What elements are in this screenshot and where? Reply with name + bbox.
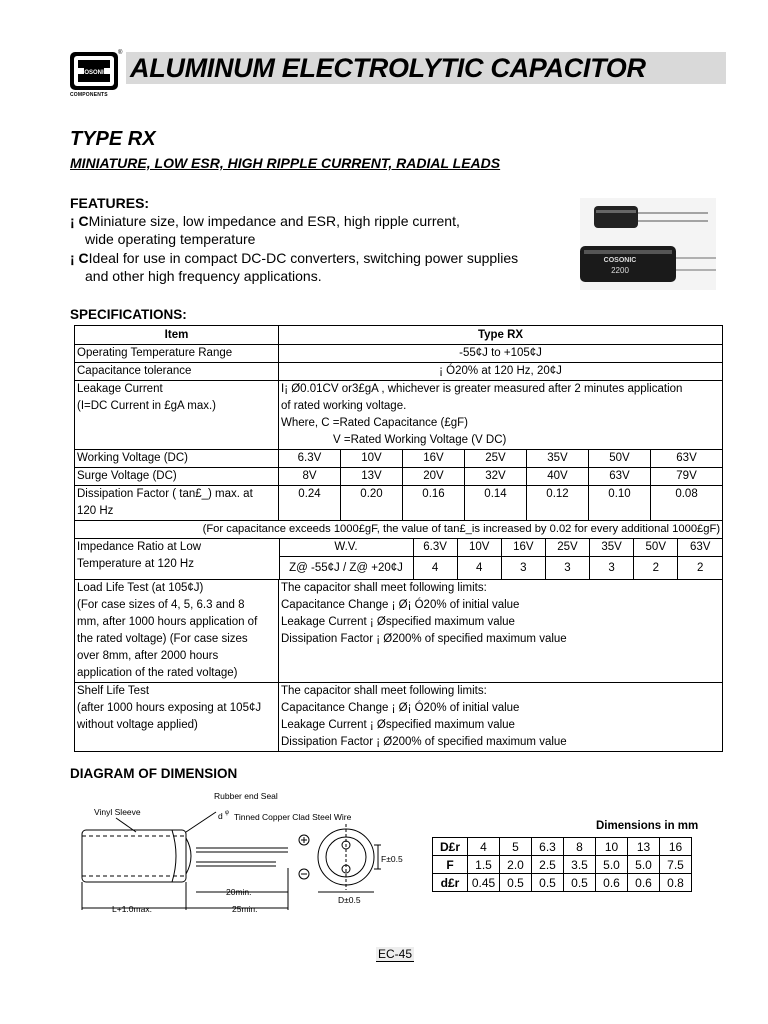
specifications-heading: SPECIFICATIONS: [70, 307, 187, 322]
impedance-subtable [75, 539, 722, 579]
type-heading: TYPE RX [70, 128, 156, 150]
col-item-header: Item [75, 326, 279, 345]
row-value-line: I¡ Ø0.01CV or3£gA , whichever is greater measured after 2 minutes application [281, 383, 683, 395]
cell: 0.8 [660, 874, 692, 892]
row-label [75, 486, 279, 521]
page-number: EC-45 [378, 947, 413, 961]
row-value-line: Where, C =Rated Capacitance (£gF) [281, 417, 468, 429]
cell: 2 [634, 557, 678, 580]
diagram-label-wire-sym: d [218, 811, 223, 821]
row-label-line: (after 1000 hours exposing at 105¢J [77, 702, 262, 714]
cell: 0.6 [628, 874, 660, 892]
cell: 16V [501, 539, 545, 557]
cell: 6.3V [279, 450, 341, 468]
diagram-label-f: F±0.5 [381, 854, 403, 864]
cell: 7.5 [660, 856, 692, 874]
cell: 35V [590, 539, 634, 557]
cell: 1.5 [468, 856, 500, 874]
row-value-line: Dissipation Factor ¡ Ø200% of specified maximum value [281, 736, 567, 748]
row-label [75, 381, 279, 450]
table-row [433, 874, 692, 892]
cell: 8 [564, 838, 596, 856]
row-label: D£r [433, 838, 468, 856]
dimensions-caption: Dimensions in mm [596, 820, 699, 832]
feature-text: Miniature size, low impedance and ESR, high ripple current, [88, 213, 460, 229]
photo-label: COSONIC [603, 257, 637, 264]
feature-text: and other high frequency applications. [85, 268, 322, 284]
diagram-label-phi: φ [225, 810, 229, 816]
row-value-line: The capacitor shall meet following limits: [281, 582, 487, 594]
row-value-line: The capacitor shall meet following limits: [281, 685, 487, 697]
cell: 0.5 [500, 874, 532, 892]
cell: 25V [465, 450, 527, 468]
cell: 0.5 [564, 874, 596, 892]
df-note: (For capacitance exceeds 1000£gF, the value of tan£_is increased by 0.02 for every additional 1000£gF) [75, 521, 723, 539]
table-row [75, 580, 723, 683]
row-label: F [433, 856, 468, 874]
table-row [75, 381, 723, 450]
row-label: Capacitance tolerance [75, 363, 279, 381]
row-label-line: Load Life Test (at 105¢J) [77, 582, 204, 594]
row-value-line: V =Rated Working Voltage (V DC) [333, 434, 507, 446]
table-row [75, 450, 723, 468]
cell: 63V [589, 468, 651, 486]
diagram-label-vinyl: Vinyl Sleeve [94, 807, 141, 817]
cell: 50V [589, 450, 651, 468]
page-title: ALUMINUM ELECTROLYTIC CAPACITOR [130, 53, 646, 83]
cell: 13V [341, 468, 403, 486]
table-row [75, 539, 723, 580]
cell: 0.16 [403, 486, 465, 521]
dimension-heading: DIAGRAM OF DIMENSION [70, 766, 238, 781]
feature-text: Ideal for use in compact DC-DC converters, switching power supplies [88, 250, 519, 266]
cell: 6.3V [413, 539, 457, 557]
row-label-line: Shelf Life Test [77, 685, 150, 697]
row-value-line: Dissipation Factor ¡ Ø200% of specified maximum value [281, 633, 567, 645]
row-value: -55¢J to +105¢J [279, 345, 723, 363]
table-row [75, 683, 723, 752]
cell: 2.0 [500, 856, 532, 874]
registered-mark: ® [118, 50, 123, 56]
brand-logo [70, 50, 123, 100]
row-label-line: (I=DC Current in £gA max.) [77, 400, 217, 412]
specifications-table [74, 325, 723, 752]
row-label [75, 683, 279, 752]
feature-item [70, 249, 518, 285]
features-heading: FEATURES: [70, 195, 150, 211]
row-label-line: mm, after 1000 hours application of [77, 616, 258, 628]
cell: 10V [341, 450, 403, 468]
diagram-label-wire: Tinned Copper Clad Steel Wire [234, 812, 352, 822]
table-row [75, 345, 723, 363]
photo-label: 2200 [611, 266, 629, 275]
cell: 3 [545, 557, 589, 580]
cell: 16 [660, 838, 692, 856]
row-value-line: Leakage Current ¡ Øspecified maximum value [281, 616, 515, 628]
table-row [75, 468, 723, 486]
wv-label: W.V. [279, 539, 413, 557]
cell: 0.10 [589, 486, 651, 521]
cell: 0.08 [651, 486, 723, 521]
logo-subtext: COMPONENTS [70, 92, 108, 98]
cell: 32V [465, 468, 527, 486]
cell: 0.20 [341, 486, 403, 521]
feature-bullet: ¡ C [70, 213, 89, 229]
cell: 4 [413, 557, 457, 580]
row-label [75, 539, 279, 579]
table-row [433, 856, 692, 874]
row-value-line: Capacitance Change ¡ Ø¡ Ó20% of initial value [281, 599, 520, 611]
feature-bullet: ¡ C [70, 250, 89, 266]
row-value-line: Leakage Current ¡ Øspecified maximum value [281, 719, 515, 731]
cell: 2.5 [532, 856, 564, 874]
cell: 6.3 [532, 838, 564, 856]
cell: 5 [500, 838, 532, 856]
row-label-line: Dissipation Factor ( tan£_) max. at [77, 488, 253, 500]
row-value [279, 580, 723, 683]
table-row [433, 838, 692, 856]
cell: 0.24 [279, 486, 341, 521]
diagram-label-l: L+1.0max. [112, 904, 152, 914]
cell: 5.0 [596, 856, 628, 874]
row-label-line: Temperature at 120 Hz [77, 558, 194, 570]
diagram-label-rubber: Rubber end Seal [214, 791, 278, 801]
row-label [75, 580, 279, 683]
cell: 40V [527, 468, 589, 486]
cell: 10 [596, 838, 628, 856]
row-value: ¡ Ó20% at 120 Hz, 20¢J [279, 363, 723, 381]
z-label: Z@ -55¢J / Z@ +20¢J [279, 557, 413, 580]
row-value [279, 381, 723, 450]
cell: 63V [678, 539, 722, 557]
cell: 3 [501, 557, 545, 580]
capacitor-photo [580, 198, 716, 290]
row-label-line: application of the rated voltage) [77, 667, 238, 679]
cell: 3 [590, 557, 634, 580]
cell: 10V [457, 539, 501, 557]
diagram-label-20min: 20min. [226, 887, 252, 897]
dimensions-table [432, 837, 692, 892]
row-label-line: 120 Hz [77, 505, 114, 517]
cell: 4 [457, 557, 501, 580]
cell: 2 [678, 557, 722, 580]
cosonic-logo-icon [70, 52, 118, 90]
diagram-label-25min: 25min. [232, 904, 258, 914]
row-label: Operating Temperature Range [75, 345, 279, 363]
cell: 20V [403, 468, 465, 486]
row-label: Working Voltage (DC) [75, 450, 279, 468]
table-row [75, 363, 723, 381]
cell: 79V [651, 468, 723, 486]
row-label-line: without voltage applied) [77, 719, 198, 731]
row-value-line: Capacitance Change ¡ Ø¡ Ó20% of initial value [281, 702, 520, 714]
cell: 4 [468, 838, 500, 856]
cell: 63V [651, 450, 723, 468]
cell: 25V [545, 539, 589, 557]
row-label-line: (For case sizes of 4, 5, 6.3 and 8 [77, 599, 245, 611]
feature-text: wide operating temperature [85, 231, 256, 247]
row-label-line: the rated voltage) (For case sizes [77, 633, 248, 645]
row-label: d£r [433, 874, 468, 892]
cell: 3.5 [564, 856, 596, 874]
diagram-label-d: D±0.5 [338, 895, 361, 905]
dimension-diagram [76, 782, 421, 914]
cell: 50V [634, 539, 678, 557]
cell: 8V [279, 468, 341, 486]
table-row [75, 486, 723, 521]
type-subtitle: MINIATURE, LOW ESR, HIGH RIPPLE CURRENT, RADIAL LEADS [70, 155, 501, 171]
impedance-cell [75, 539, 723, 580]
row-label: Surge Voltage (DC) [75, 468, 279, 486]
logo-text: COSONIC [79, 70, 109, 76]
table-row [75, 521, 723, 539]
cell: 5.0 [628, 856, 660, 874]
cell: 0.45 [468, 874, 500, 892]
cell: 0.14 [465, 486, 527, 521]
cell: 16V [403, 450, 465, 468]
row-value [279, 683, 723, 752]
col-type-header: Type RX [279, 326, 723, 345]
cell: 0.5 [532, 874, 564, 892]
row-label-line: over 8mm, after 2000 hours [77, 650, 219, 662]
cell: 0.12 [527, 486, 589, 521]
cell: 0.6 [596, 874, 628, 892]
cell: 35V [527, 450, 589, 468]
feature-item [70, 212, 460, 248]
row-value-line: of rated working voltage. [281, 400, 407, 412]
cell: 13 [628, 838, 660, 856]
table-header-row [75, 326, 723, 345]
row-label-line: Leakage Current [77, 383, 163, 395]
row-label-line: Impedance Ratio at Low [77, 541, 202, 553]
